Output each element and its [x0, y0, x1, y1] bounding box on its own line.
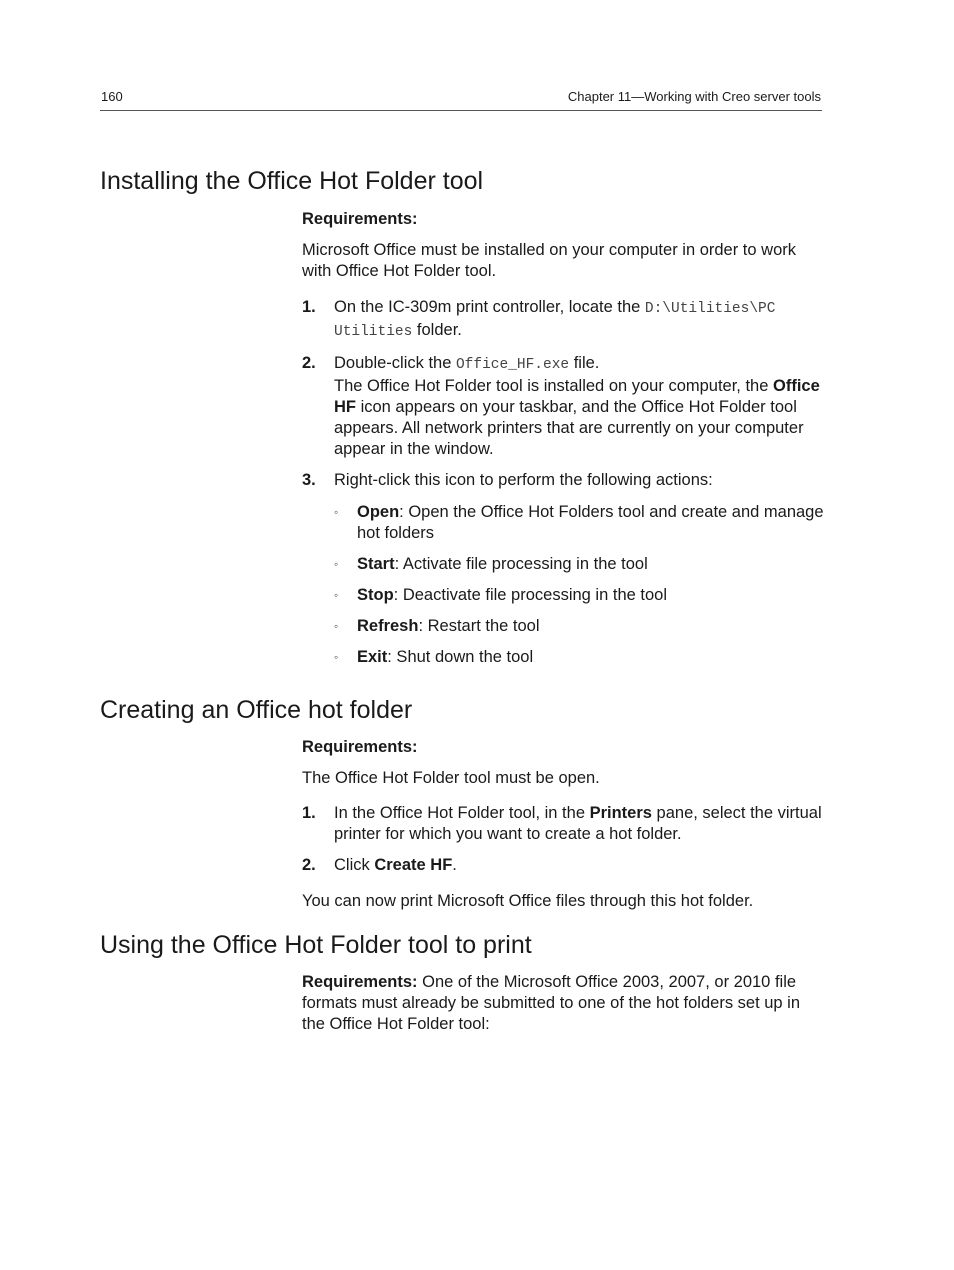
- section-title-installing: Installing the Office Hot Folder tool: [100, 167, 484, 195]
- section-title-creating: Creating an Office hot folder: [100, 696, 413, 724]
- bullet-icon: ◦: [334, 619, 339, 633]
- requirements-text: The Office Hot Folder tool must be open.: [302, 769, 600, 787]
- outro-text: You can now print Microsoft Office files through this hot folder.: [302, 892, 754, 910]
- action-item-open: ◦ Open: Open the Office Hot Folders tool and create and manage hot folders: [334, 503, 824, 542]
- bullet-icon: ◦: [334, 557, 339, 571]
- folder-path: D:\Utilities\PC Utilities: [334, 301, 776, 340]
- bullet-icon: ◦: [334, 505, 339, 519]
- bullet-icon: ◦: [334, 588, 339, 602]
- exe-filename: Office_HF.exe: [455, 357, 570, 373]
- requirements-label: Requirements:: [302, 210, 418, 228]
- action-item-refresh: ◦ Refresh: Restart the tool: [334, 617, 540, 635]
- bullet-icon: ◦: [334, 650, 339, 664]
- chapter-title: Chapter 11—Working with Creo server tools: [567, 89, 821, 104]
- install-step-1: 1. On the IC-309m print controller, locate the D:\Utilities\PC Utilities folder.: [302, 298, 776, 340]
- install-step-3: 3. Right-click this icon to perform the following actions:: [302, 471, 713, 489]
- create-step-1: 1. In the Office Hot Folder tool, in the Printers pane, select the virtual printer for which you want to create a hot folder.: [302, 804, 822, 843]
- requirements-label: Requirements:: [302, 738, 418, 756]
- section-title-using: Using the Office Hot Folder tool to print: [100, 931, 532, 959]
- page-number: 160: [101, 89, 123, 104]
- requirements-paragraph: [302, 972, 827, 1035]
- install-step-2: 2. Double-click the Office_HF.exe file. The Office Hot Folder tool is installed on your computer, the Office HF icon appears on your taskbar, and the Office Hot Folder tool appears. All network printers that are currently on your computer appear in the window.: [302, 354, 820, 458]
- office-hf-label: Office HF: [334, 377, 820, 416]
- action-item-exit: ◦ Exit: Shut down the tool: [334, 648, 534, 666]
- printers-pane-label: Printers: [589, 804, 652, 822]
- section-creating-body: [302, 737, 827, 912]
- section-installing-body: [302, 209, 827, 668]
- section-using-body: [302, 972, 827, 1035]
- create-hf-label: Create HF: [374, 856, 453, 874]
- action-item-start: ◦ Start: Activate file processing in the tool: [334, 555, 648, 573]
- page-header: [100, 88, 822, 111]
- create-step-2: 2. Click Create HF.: [302, 856, 457, 874]
- requirements-label: Requirements:: [302, 973, 418, 991]
- action-item-stop: ◦ Stop: Deactivate file processing in the tool: [334, 586, 667, 604]
- requirements-text: One of the Microsoft Office 2003, 2007, or 2010 file formats must already be submitted to one of the hot folders set up in the Office Hot Folder tool:: [302, 973, 801, 1033]
- requirements-text: Microsoft Office must be installed on your computer in order to work with Office Hot Folder tool.: [302, 241, 796, 280]
